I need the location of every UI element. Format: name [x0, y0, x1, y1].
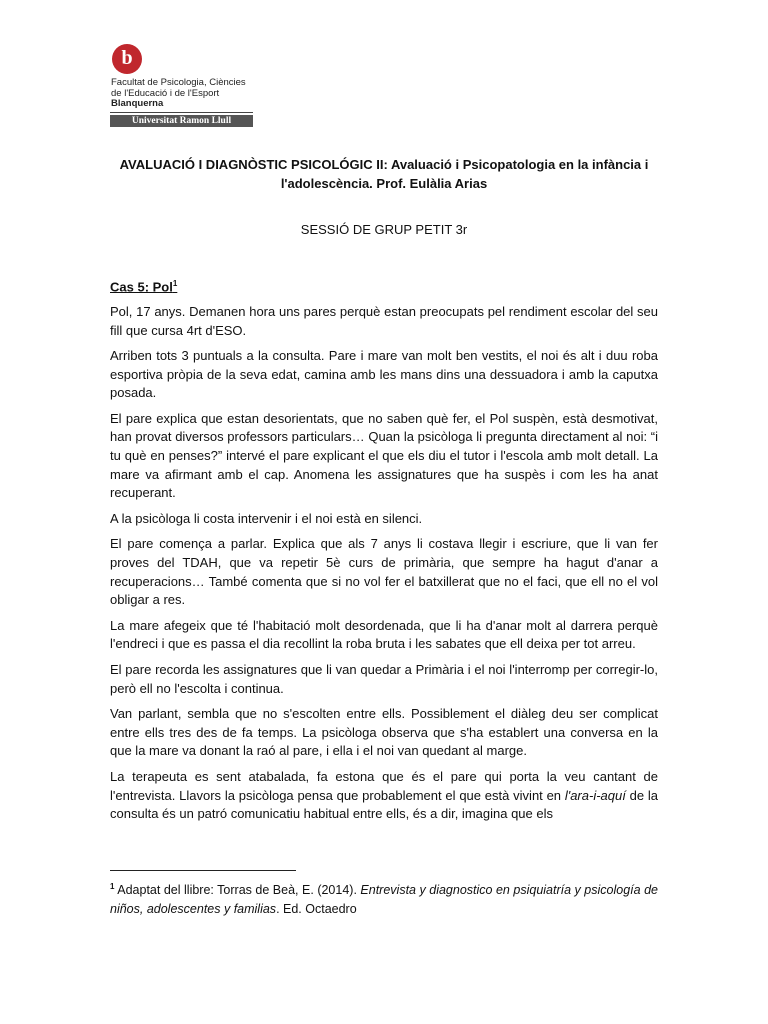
logo-university-bar: Universitat Ramon Llull — [110, 115, 253, 127]
logo-faculty-line2-text: de l'Educació i de l'Esport — [111, 87, 220, 99]
document-body — [110, 275, 658, 831]
footnote-reference: 1 — [172, 279, 178, 288]
blanquerna-logo-mark — [112, 44, 142, 74]
paragraph-7: El pare recorda les assignatures que li van quedar a Primària i el noi l'interromp per corregir-lo, però ell no l'escolta i continua. — [110, 662, 658, 696]
paragraph-3: El pare explica que estan desorientats, que no saben què fer, el Pol suspèn, està desmotivat, han provat diversos professors particulars… Quan la psicòloga li pregunta directament al noi: “i tu què en penses?” intervé el pare explicant el que els diu el tutor i l'escola amb molt detall. La mare va afirmant amb el cap. Anomena les assignatures que ha suspès i com les ha anat recuperant. — [110, 410, 658, 501]
logo-faculty-line2 — [111, 89, 260, 110]
paragraph-9-start: La terapeuta es sent atabalada, fa estona que és el pare qui porta la veu cantant de l'entrevista. Llavors la psicòloga pensa que probablement el que està vivint en — [110, 768, 658, 803]
faculty-logo — [110, 44, 260, 127]
paragraph-9-emphasis: l'ara-i-aquí — [564, 787, 626, 803]
paragraph-8: Van parlant, sembla que no s'escolten entre ells. Possiblement el diàleg deu ser complicat entre ells tres des de fa temps. La psicòloga observa que s'ha establert una conversa en la que la mare va donant la raó al pare, i ella i el noi van quedant al marge. — [110, 706, 658, 759]
paragraph-5: El pare comença a parlar. Explica que als 7 anys li costava llegir i escriure, que li van fer proves del TDAH, que va repetir 5è curs de primària, que sempre ha hagut d'anar a recuperacions… També comenta que si no vol fer el batxillerat que no el faci, que ell no el vol obligar a res. — [110, 536, 658, 608]
footnote — [110, 878, 658, 918]
paragraph-9 — [110, 768, 658, 824]
case-title-text: Cas 5: Pol — [110, 279, 173, 295]
logo-divider — [110, 112, 253, 113]
paragraph-9-end: de la consulta és un patró comunicatiu habitual entre ells, és a dir, imagina que els — [110, 787, 658, 822]
paragraph-1: Pol, 17 anys. Demanen hora uns pares perquè estan preocupats pel rendiment escolar del seu fill que cursa 4rt d'ESO. — [110, 303, 658, 338]
session-heading: SESSIÓ DE GRUP PETIT 3r — [300, 222, 468, 237]
logo-blanquerna-text: Blanquerna — [111, 98, 164, 109]
paragraph-4: A la psicòloga li costa intervenir i el noi està en silenci. — [110, 510, 423, 526]
footnote-book-title: Entrevista y diagnostico en psiquiatría y psicología de niños, adolescentes y familias — [110, 883, 658, 916]
footnote-separator — [110, 870, 296, 871]
logo-faculty-line1: Facultat de Psicologia, Ciències — [111, 77, 246, 88]
paragraph-6: La mare afegeix que té l'habitació molt desordenada, que li ha d'anar molt al darrera perquè l'endreci i que es passa el dia recollint la roba bruta i les sabates que ell deixa per tot arreu. — [110, 617, 658, 652]
footnote-text-end: . Ed. Octaedro — [276, 901, 357, 916]
document-title: AVALUACIÓ I DIAGNÒSTIC PSICOLÓGIC II: Avaluació i Psicopatologia en la infància i l'adolescència. Prof. Eulàlia Arias — [119, 157, 649, 191]
paragraph-2: Arriben tots 3 puntuals a la consulta. Pare i mare van molt ben vestits, el noi és alt i duu roba esportiva pròpia de la seva edat, camina amb les mans dins una dessuadora i amb la caputxa posada. — [110, 348, 658, 401]
case-title — [110, 275, 658, 297]
logo-mark-letter: b — [121, 47, 133, 69]
footnote-text-start: Adaptat del llibre: Torras de Beà, E. (2014). — [114, 883, 361, 898]
footnote-number: 1 — [110, 882, 115, 891]
